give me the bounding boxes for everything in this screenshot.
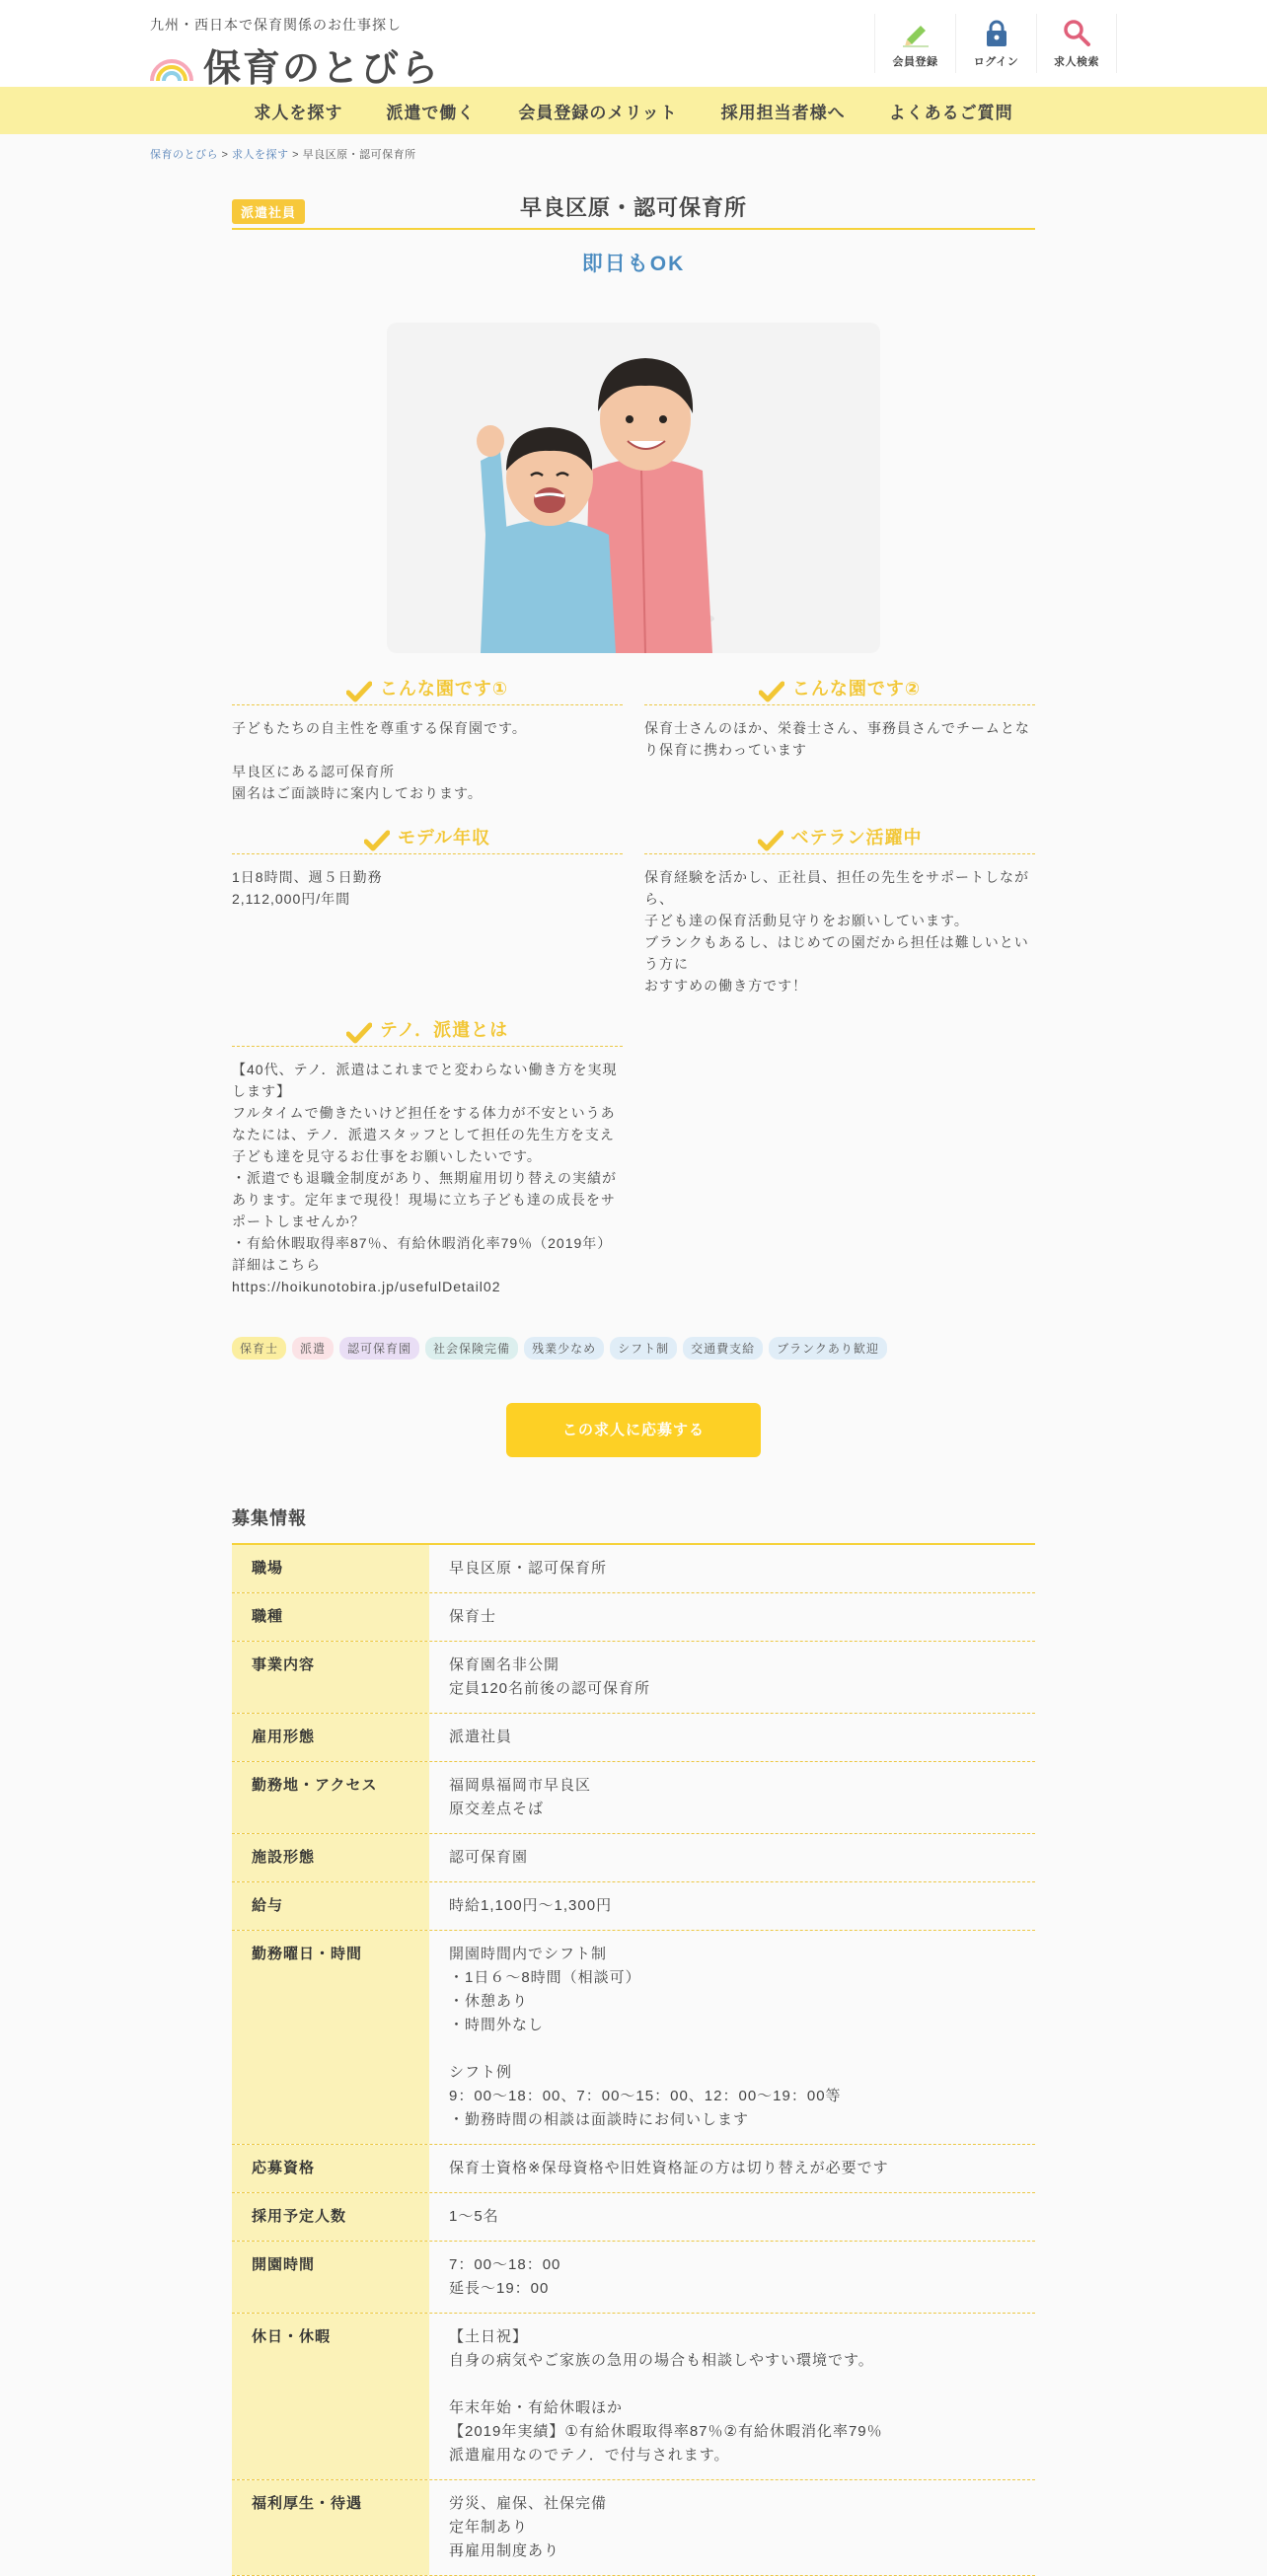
- site-logo[interactable]: [148, 37, 440, 92]
- nav-faq[interactable]: よくあるご質問: [888, 103, 1013, 122]
- row-value: 福岡県福岡市早良区 原交差点そば: [449, 1777, 592, 1817]
- row-value: 保育園名非公開 定員120名前後の認可保育所: [449, 1656, 651, 1697]
- pencil-icon: [901, 20, 931, 47]
- section-title: こんな園です②: [791, 679, 922, 699]
- employment-type-badge: 派遣社員: [232, 199, 305, 224]
- section-heading: [644, 675, 1035, 705]
- section-model-income: [232, 824, 623, 996]
- section-about-2: [644, 675, 1035, 804]
- job-search-button[interactable]: [1036, 14, 1117, 73]
- checkmark-icon: [346, 681, 372, 702]
- table-row: [232, 1642, 1035, 1714]
- table-row: [232, 1882, 1035, 1931]
- section-title: モデル年収: [397, 828, 491, 847]
- breadcrumb-list-link[interactable]: 求人を探す: [232, 149, 289, 161]
- tag[interactable]: 交通費支給: [683, 1337, 763, 1360]
- tag[interactable]: ブランクあり歓迎: [769, 1337, 887, 1360]
- header-icon-group: [874, 14, 1117, 73]
- tag-list: [232, 1337, 1035, 1360]
- section-body: 子どもたちの自主性を尊重する保育園です。 早良区にある認可保育所 園名はご面談時に案内しております。: [232, 720, 527, 801]
- checkmark-icon: [364, 830, 390, 851]
- breadcrumb-current: 早良区原・認可保育所: [302, 149, 416, 161]
- section-about-1: [232, 675, 623, 804]
- table-row: [232, 2480, 1035, 2576]
- row-value: 時給1,100円～1,300円: [449, 1897, 613, 1914]
- job-photo: [387, 323, 880, 653]
- row-label: 施設形態: [232, 1834, 429, 1881]
- children-photo-image: [387, 323, 880, 653]
- table-row: [232, 1714, 1035, 1762]
- checkmark-icon: [759, 681, 784, 702]
- table-row: [232, 1593, 1035, 1642]
- job-search-label: 求人検索: [1054, 56, 1099, 68]
- row-value: 1～5名: [449, 2208, 499, 2225]
- table-row: [232, 1834, 1035, 1882]
- row-label: 開園時間: [232, 2242, 429, 2313]
- section-body: 【40代、テノ．派遣はこれまでと変わらない働き方を実現します】 フルタイムで働きたいけど担任をする体力が不安というあなたには、テノ．派遣スタッフとして担任の先生方を支え子ども達を見守るお仕事をお願いしたいです。 ・派遣でも退職金制度があり、無期雇用切り替えの実績があります。定年まで現役！現場に立ち子ども達の成長をサポートしませんか？ ・有給休暇取得率87％、有給休暇消化率79％（2019年） 詳細はこちら https://hoikunotobira.jp/usefulDetail02: [232, 1062, 618, 1294]
- job-catchphrase: 即日もOK: [581, 253, 686, 275]
- table-row: [232, 2314, 1035, 2480]
- nav-member-merits[interactable]: 会員登録のメリット: [518, 103, 678, 122]
- rainbow-logo-icon: [148, 47, 195, 83]
- feature-sections: [232, 675, 1035, 1317]
- recruit-heading: 募集情報: [232, 1505, 1035, 1545]
- nav-for-recruiters[interactable]: 採用担当者様へ: [720, 103, 846, 122]
- table-row: [232, 1931, 1035, 2145]
- breadcrumb-separator: >: [218, 149, 233, 161]
- section-heading: [644, 824, 1035, 854]
- job-detail: [232, 187, 1035, 2576]
- member-register-button[interactable]: [874, 14, 955, 73]
- section-heading: [232, 824, 623, 854]
- apply-button[interactable]: この求人に応募する: [506, 1403, 761, 1457]
- row-label: 勤務曜日・時間: [232, 1931, 429, 2144]
- tag[interactable]: 社会保険完備: [425, 1337, 518, 1360]
- row-label: 勤務地・アクセス: [232, 1762, 429, 1833]
- tag[interactable]: 残業少なめ: [524, 1337, 604, 1360]
- row-label: 事業内容: [232, 1642, 429, 1713]
- row-label: 福利厚生・待遇: [232, 2480, 429, 2575]
- row-label: 応募資格: [232, 2145, 429, 2192]
- tag[interactable]: 保育士: [232, 1337, 286, 1360]
- breadcrumb: [150, 146, 416, 162]
- nav-find-jobs[interactable]: 求人を探す: [254, 103, 343, 122]
- table-row: [232, 1545, 1035, 1593]
- login-label: ログイン: [973, 56, 1019, 68]
- checkmark-icon: [758, 830, 783, 851]
- row-value: 保育士: [449, 1608, 497, 1625]
- search-icon: [1062, 18, 1091, 47]
- row-label: 採用予定人数: [232, 2193, 429, 2241]
- section-body: 保育士さんのほか、栄養士さん、事務員さんでチームとなり保育に携わっています: [644, 720, 1030, 758]
- row-value: 早良区原・認可保育所: [449, 1560, 608, 1577]
- site-tagline: 九州・西日本で保育関係のお仕事探し: [150, 17, 402, 33]
- table-row: [232, 1762, 1035, 1834]
- row-label: 休日・休暇: [232, 2314, 429, 2479]
- row-label: 職場: [232, 1545, 429, 1592]
- tag[interactable]: 認可保育園: [339, 1337, 419, 1360]
- login-button[interactable]: [955, 14, 1036, 73]
- table-row: [232, 2145, 1035, 2193]
- lock-icon: [982, 20, 1011, 47]
- row-value: 派遣社員: [449, 1729, 513, 1745]
- page-title: 早良区原・認可保育所: [519, 195, 747, 220]
- site-header: [0, 0, 1267, 90]
- breadcrumb-home-link[interactable]: 保育のとびら: [150, 149, 218, 161]
- tag[interactable]: 派遣: [292, 1337, 334, 1360]
- job-title-row: [232, 187, 1035, 230]
- section-body: 1日8時間、週５日勤務 2,112,000円/年間: [232, 869, 383, 907]
- row-label: 雇用形態: [232, 1714, 429, 1761]
- row-value: 認可保育園: [449, 1849, 529, 1866]
- section-title: ベテラン活躍中: [790, 828, 923, 847]
- row-value: 開園時間内でシフト制 ・1日６～8時間（相談可） ・休憩あり ・時間外なし シフト例 9：00～18：00、7：00～15：00、12：00～19：00等 ・勤務時間の相談は面談時にお伺いします: [449, 1946, 842, 2128]
- table-row: [232, 2242, 1035, 2314]
- checkmark-icon: [346, 1022, 372, 1044]
- section-heading: [232, 1016, 623, 1047]
- global-nav: [0, 87, 1267, 134]
- section-body: 保育経験を活かし、正社員、担任の先生をサポートしながら、 子ども達の保育活動見守りをお願いしています。 ブランクもあるし、はじめての園だから担任は難しいという方に おすすめの働き方です！: [644, 869, 1029, 994]
- row-label: 職種: [232, 1593, 429, 1641]
- breadcrumb-separator: >: [288, 149, 303, 161]
- row-value: 7：00～18：00 延長～19：00: [449, 2256, 561, 2297]
- tag[interactable]: シフト制: [610, 1337, 677, 1360]
- section-heading: [232, 675, 623, 705]
- row-value: 【土日祝】 自身の病気やご家族の急用の場合も相談しやすい環境です。 年末年始・有給休暇ほか 【2019年実績】①有給休暇取得率87％②有給休暇消化率79％ 派遣雇用なのでテノ．で付与されます。: [449, 2328, 883, 2464]
- row-value: 労災、雇保、社保完備 定年制あり 再雇用制度あり: [449, 2495, 608, 2559]
- row-label: 給与: [232, 1882, 429, 1930]
- section-veteran: [644, 824, 1035, 996]
- nav-dispatch-work[interactable]: 派遣で働く: [386, 103, 476, 122]
- section-title: こんな園です①: [379, 679, 509, 699]
- table-row: [232, 2193, 1035, 2242]
- section-title: テノ．派遣とは: [379, 1020, 509, 1040]
- recruit-table: [232, 1545, 1035, 2576]
- member-register-label: 会員登録: [892, 56, 938, 68]
- row-value: 保育士資格※保母資格や旧姓資格証の方は切り替えが必要です: [449, 2160, 889, 2176]
- logo-text: 保育のとびら: [203, 48, 441, 90]
- section-teno-dispatch: [232, 1016, 623, 1297]
